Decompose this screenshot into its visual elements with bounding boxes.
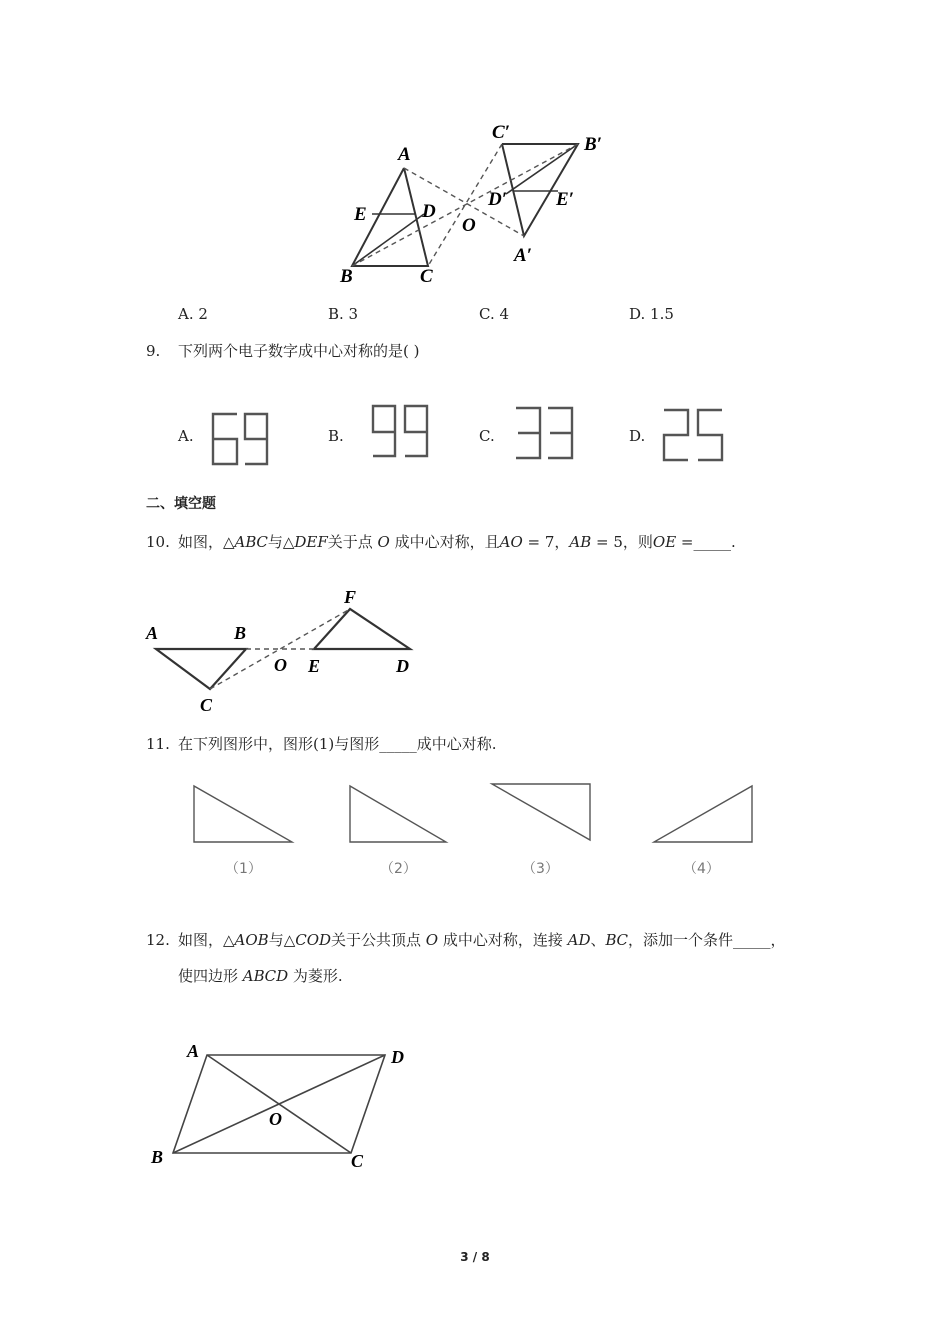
q8-label-a: A xyxy=(398,144,411,165)
q12-number: 12. xyxy=(146,931,170,949)
q10-number: 10. xyxy=(146,533,170,551)
q11-caption-2: （2） xyxy=(380,861,417,877)
q10-triangle-abc xyxy=(156,649,246,689)
q10-label-e: E xyxy=(308,656,321,676)
q11-shape-3 xyxy=(492,784,590,840)
q9-option-c-digits[interactable] xyxy=(510,404,580,466)
q8-option-b[interactable]: B. 3 xyxy=(328,305,359,323)
q8-label-c: C xyxy=(420,266,433,287)
q8-option-a[interactable]: A. 2 xyxy=(178,305,208,323)
q9-option-b-label[interactable]: B. xyxy=(328,427,344,445)
q9-number: 9. xyxy=(146,342,161,360)
q8-label-e: E xyxy=(354,204,367,225)
q10-label-b: B xyxy=(234,623,247,643)
q12-line2: 使四边形 𝐴𝐵𝐶𝐷 为菱形. xyxy=(178,967,343,985)
q8-label-ap: A′ xyxy=(514,245,533,266)
q9-text: 下列两个电子数字成中心对称的是( ) xyxy=(178,342,420,360)
q12-label-c: C xyxy=(351,1151,364,1171)
q8-label-cp: C′ xyxy=(492,122,511,143)
q12-diagonal-bd xyxy=(173,1055,385,1153)
q11-text: 在下列图形中，图形(1)与图形_____成中心对称. xyxy=(178,735,497,753)
q8-segment-bpdp xyxy=(506,144,578,194)
q8-label-o: O xyxy=(462,215,476,236)
q10-label-f: F xyxy=(344,587,357,607)
q12-label-a: A xyxy=(187,1041,200,1061)
q8-option-c[interactable]: C. 4 xyxy=(479,305,510,323)
q9-option-a-digits[interactable] xyxy=(205,408,275,470)
q8-label-bp: B′ xyxy=(584,134,603,155)
q9-option-d-label[interactable]: D. xyxy=(629,427,646,445)
q10-triangle-def xyxy=(314,609,410,649)
q9-option-c-label[interactable]: C. xyxy=(479,427,495,445)
q11-shape-4 xyxy=(654,786,752,842)
q10-label-c: C xyxy=(200,695,213,715)
q11-shape-2 xyxy=(350,786,446,842)
q8-label-d: D xyxy=(422,201,436,222)
q12-line1: 如图，△𝐴𝑂𝐵与△𝐶𝑂𝐷关于公共顶点 𝑂 成中心对称，连接 𝐴𝐷、𝐵𝐶，添加一个条件_____， xyxy=(178,931,786,949)
q11-number: 11. xyxy=(146,735,170,753)
q9-option-d-digits[interactable] xyxy=(658,404,728,466)
q8-dashed-lines xyxy=(352,144,578,266)
q8-figure xyxy=(330,110,620,295)
q12-label-b: B xyxy=(151,1147,164,1167)
q8-label-ep: E′ xyxy=(556,189,575,210)
q10-label-a: A xyxy=(146,623,159,643)
q11-shape-1 xyxy=(194,786,292,842)
section-title: 二、填空题 xyxy=(146,496,216,512)
q11-caption-3: （3） xyxy=(522,861,559,877)
q11-caption-1: （1） xyxy=(225,861,262,877)
q12-label-d: D xyxy=(391,1047,404,1067)
q10-label-d: D xyxy=(396,656,409,676)
q9-option-a-label[interactable]: A. xyxy=(178,427,194,445)
q8-label-dp: D′ xyxy=(488,189,508,210)
q12-label-o: O xyxy=(269,1109,282,1129)
page-number: 3 / 8 xyxy=(460,1250,490,1264)
q9-option-b-digits[interactable] xyxy=(365,402,435,464)
q11-caption-4: （4） xyxy=(683,861,720,877)
q10-text: 如图，△𝐴𝐵𝐶与△𝐷𝐸𝐹关于点 𝑂 成中心对称，且𝐴𝑂 = 7，𝐴𝐵 = 5，则𝑂𝐸 =_____. xyxy=(178,533,736,551)
q11-figures xyxy=(190,780,760,850)
q12-figure xyxy=(145,1035,425,1175)
q10-figure xyxy=(140,585,430,715)
q8-label-b: B xyxy=(340,266,353,287)
q8-option-d[interactable]: D. 1.5 xyxy=(629,305,674,323)
q10-label-o: O xyxy=(274,655,287,675)
